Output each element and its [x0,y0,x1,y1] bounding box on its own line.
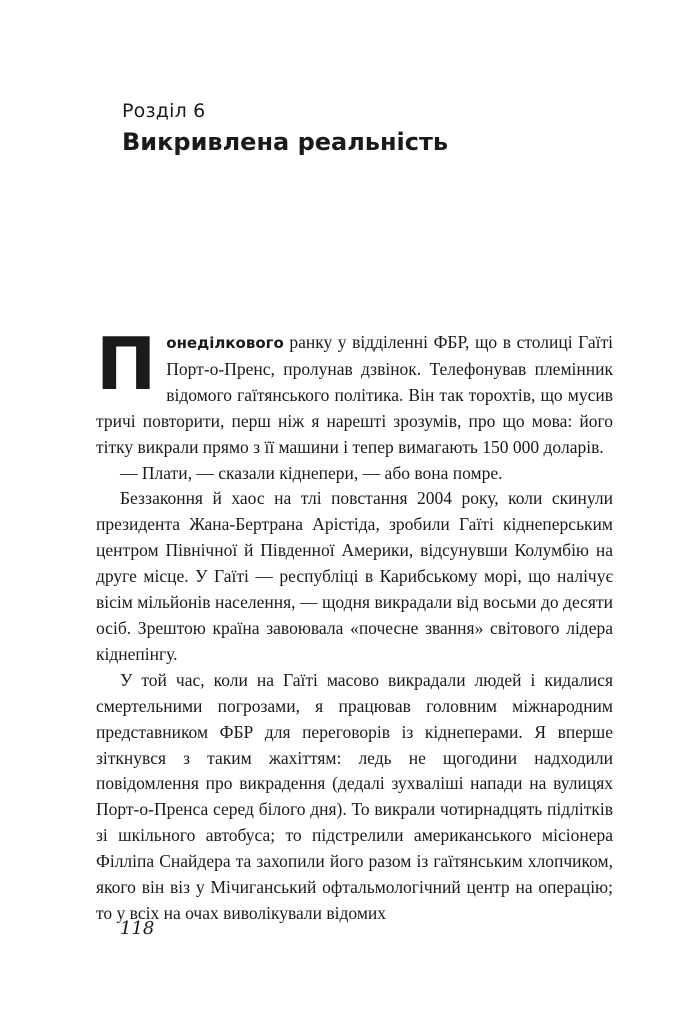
body-text [96,322,613,927]
chapter-number: Розділ 6 [122,100,206,122]
paragraph-4: У той час, коли на Гаїті масово викрадали людей і кидалися смертельними погрозами, я працював головним міжнародним представником ФБР для переговорів із кіднеперами. Я вперше зіткнувся з таким жахіттям: ледь не щогодини надходили повідомлення про викрадення (дедалі зухваліші напади на вулицях Порт-о-Пренса серед білого дня). То викрали чотирнадцять підлітків зі шкільного автобуса; то підстрелили американського місіонера Філліпа Снайдера та захопили його разом із гаїтянським хлопчиком, якого він віз у Мічиганський офтальмологічний центр на операцію; то у всіх на очах виволікували відомих [96,669,613,923]
page-number: 118 [120,918,155,939]
chapter-title: Викривлена реальність [122,128,449,156]
paragraph-1-text: ранку у відділенні ФБР, що в столиці Гаїті Порт-о-Пренс, пролунав дзвінок. Телефонував племінник відомого гаїтянського політика. Він так торохтів, що мусив тричі повторити, перш ніж я нарешті зрозумів, про що мова: його тітку викрали прямо з її машини і тепер вимагають 150 000 доларів. [96,332,613,457]
paragraph-3: Беззаконня й хаос на тлі повстання 2004 року, коли скинули президента Жана-Бертрана Арістіда, зробили Гаїті кіднеперським центром Північної й Південної Америки, відсунувши Колумбію на друге місце. У Гаїті — республіці в Карибському морі, що налічує вісім мільйонів населення, — щодня викрадали від восьми до десяти осіб. Зрештою країна завоювала «почесне звання» світового лідера кіднепінгу. [96,488,613,664]
drop-cap: П [96,322,157,406]
paragraph-2: — Плати, — сказали кіднепери, — або вона помре. [120,462,503,483]
paragraph-1 [96,322,613,461]
lead-word: онеділкового [166,334,284,352]
